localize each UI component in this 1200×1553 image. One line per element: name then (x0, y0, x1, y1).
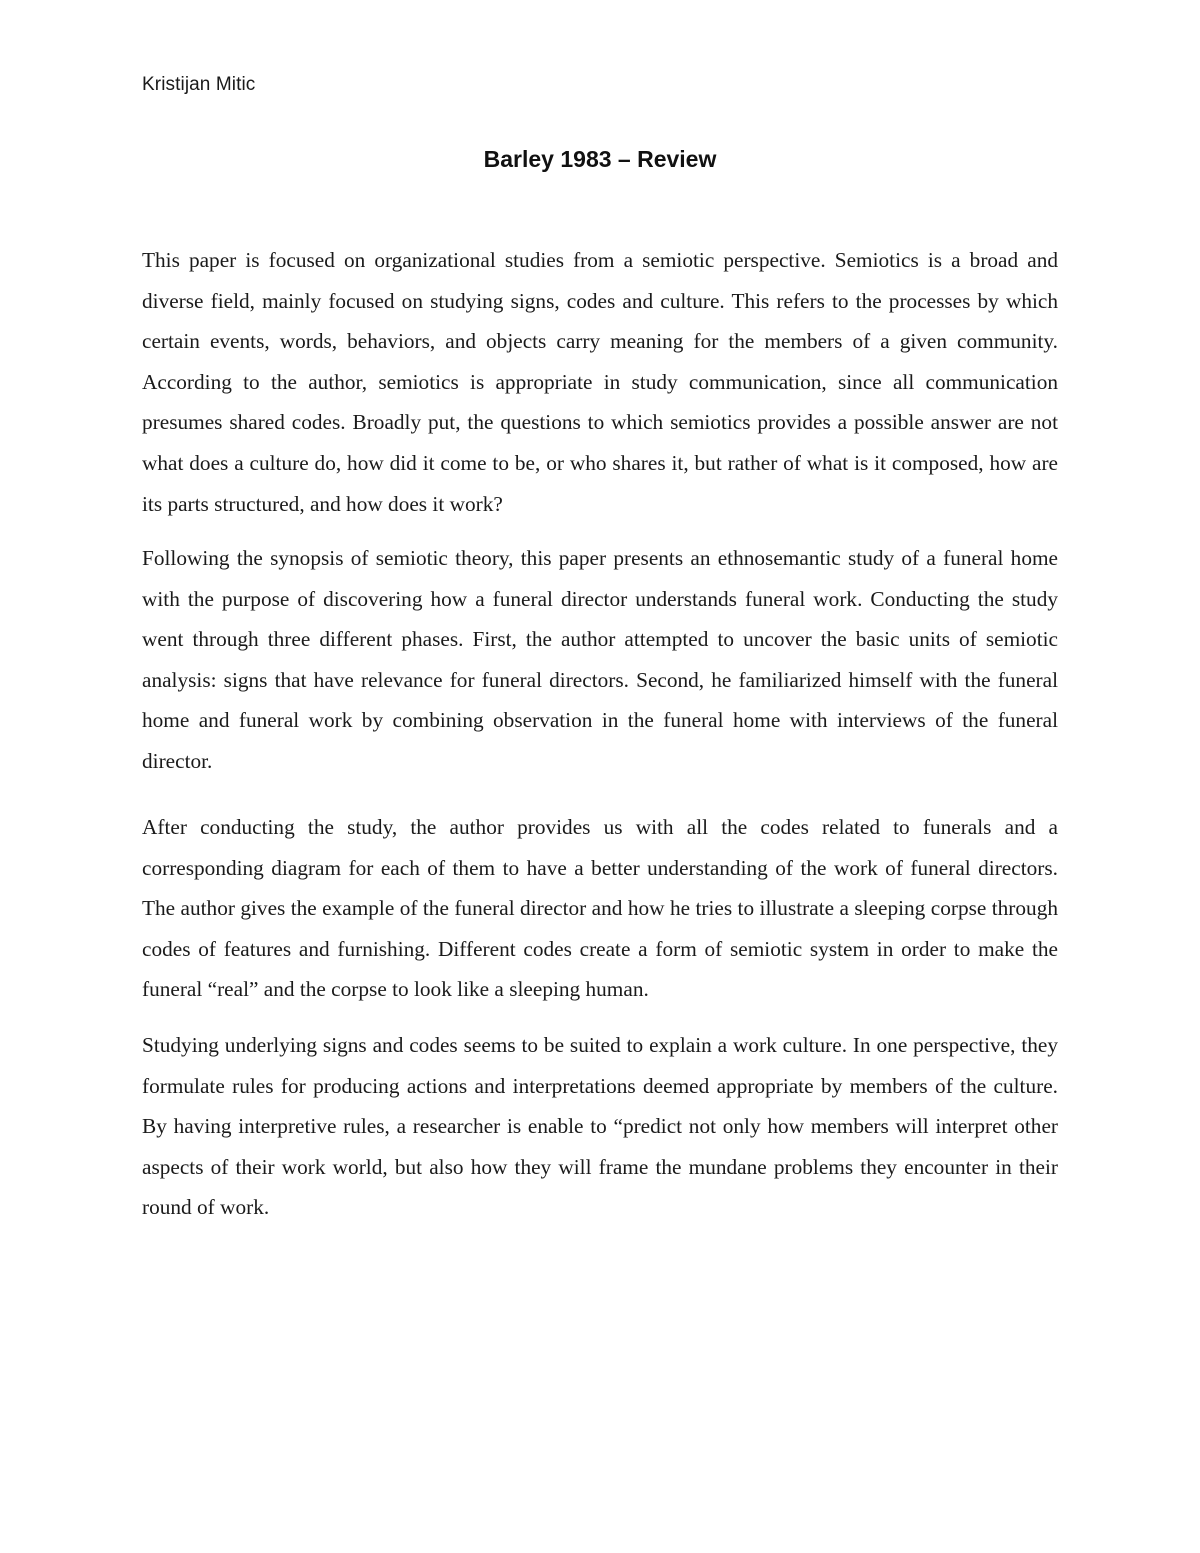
document-title: Barley 1983 – Review (483, 146, 717, 172)
author-name: Kristijan Mitic (142, 74, 256, 95)
body-paragraph: After conducting the study, the author provides us with all the codes related to funerals and a corresponding diagram for each of them to have a better understanding of the work of funeral directors. The author gives the example of the funeral director and how he tries to illustrate a sleeping corpse through codes of features and furnishing. Different codes create a form of semiotic system in order to make the funeral “real” and the corpse to look like a sleeping human. (142, 815, 1058, 1002)
body-paragraph: Following the synopsis of semiotic theory, this paper presents an ethnosemantic study of a funeral home with the purpose of discovering how a funeral director understands funeral work. Conducting the study went through three different phases. First, the author attempted to uncover the basic units of semiotic analysis: signs that have relevance for funeral directors. Second, he familiarized himself with the funeral home and funeral work by combining observation in the funeral home with interviews of the funeral director. (142, 546, 1058, 773)
body-paragraph: This paper is focused on organizational studies from a semiotic perspective. Semiotics is a broad and diverse field, mainly focused on studying signs, codes and culture. This refers to the processes by which certain events, words, behaviors, and objects carry meaning for the members of a given community. According to the author, semiotics is appropriate in study communication, since all communication presumes shared codes. Broadly put, the questions to which semiotics provides a possible answer are not what does a culture do, how did it come to be, or who shares it, but rather of what is it composed, how are its parts structured, and how does it work? (142, 248, 1058, 516)
body-paragraph: Studying underlying signs and codes seems to be suited to explain a work culture. In one perspective, they formulate rules for producing actions and interpretations deemed appropriate by members of the culture. By having interpretive rules, a researcher is enable to “predict not only how members will interpret other aspects of their work world, but also how they will frame the mundane problems they encounter in their round of work. (142, 1033, 1058, 1220)
